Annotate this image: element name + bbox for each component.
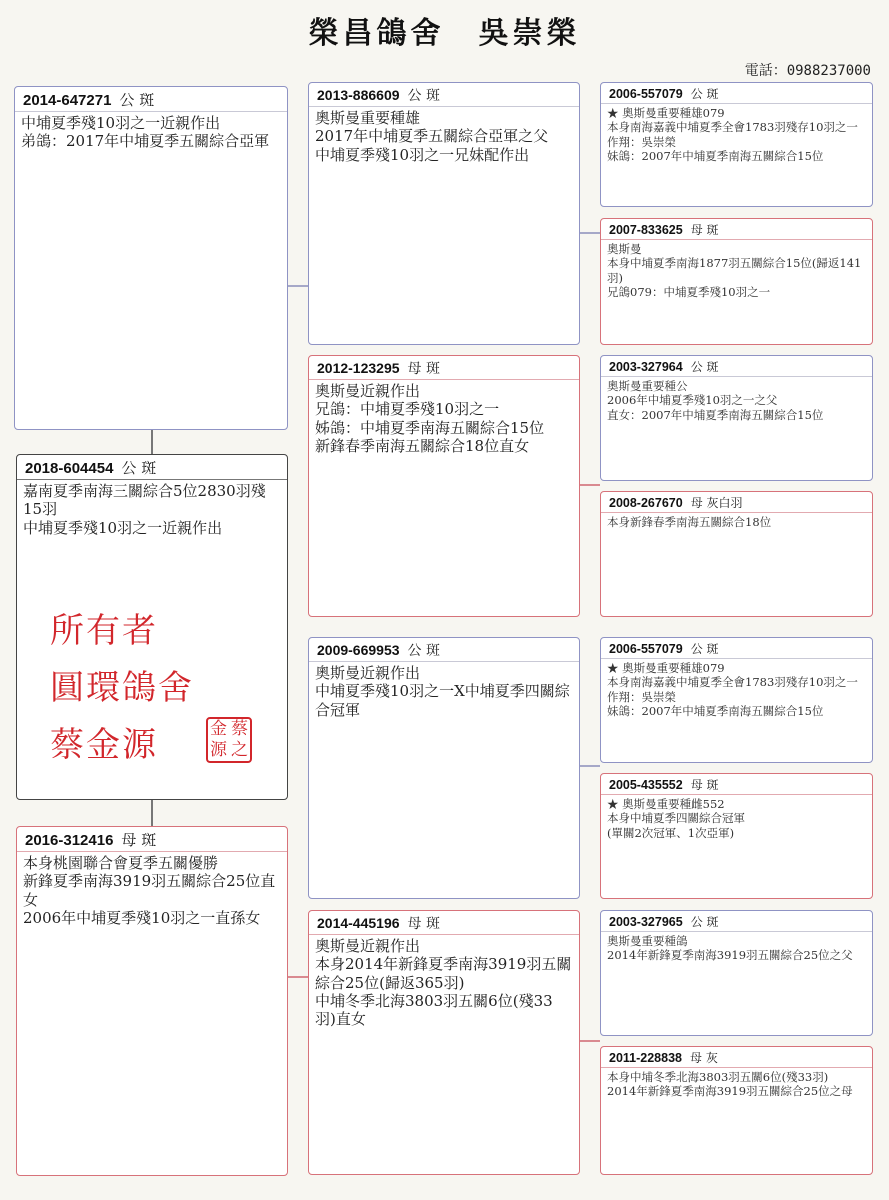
ring-number: 2016-312416 <box>25 832 114 849</box>
seal-char: 金 <box>210 719 227 739</box>
ring-number: 2007-833625 <box>609 223 683 237</box>
ring-number: 2009-669953 <box>317 642 400 658</box>
sex-color: 母 斑 <box>690 223 719 237</box>
sex-color: 母 灰白羽 <box>690 496 743 510</box>
card-notes: ★ 奧斯曼重要種雄079 本身南海嘉義中埔夏季全會1783羽殘存10羽之一 作翔：吳崇榮 妹鴿：2007年中埔夏季南海五關綜合15位 <box>607 661 858 719</box>
card-notes: 奧斯曼近親作出 兄鴿：中埔夏季殘10羽之一 姊鴿：中埔夏季南海五關綜合15位 新鋒春季南海五關綜合18位直女 <box>315 382 545 455</box>
pedigree-card-dam-sire <box>308 637 580 899</box>
card-notes: 奧斯曼重要種公 2006年中埔夏季殘10羽之一之父 直女：2007年中埔夏季南海五關綜合15位 <box>607 379 824 422</box>
card-notes: ★ 奧斯曼重要種雄079 本身南海嘉義中埔夏季全會1783羽殘存10羽之一 作翔：吳崇榮 妹鴿：2007年中埔夏季南海五關綜合15位 <box>607 106 858 164</box>
connector-ds-parents <box>580 765 600 767</box>
pedigree-card-sdd <box>600 491 873 617</box>
pedigree-card-sds <box>600 355 873 481</box>
card-notes: 嘉南夏季南海三關綜合5位2830羽殘15羽 中埔夏季殘10羽之一近親作出 <box>23 482 266 537</box>
pedigree-card-sire <box>14 86 288 430</box>
phone-number: 電話：0988237000 <box>744 63 871 79</box>
ring-number: 2018-604454 <box>25 460 114 477</box>
seal-char: 源 <box>210 740 227 760</box>
pedigree-card-ssd <box>600 218 873 345</box>
sex-color: 公 斑 <box>407 643 440 659</box>
pedigree-card-dss <box>600 637 873 763</box>
ring-number: 2014-445196 <box>317 915 400 931</box>
pedigree-card-sire-sire <box>308 82 580 345</box>
ring-number: 2003-327964 <box>609 360 683 374</box>
pedigree-card-dsd <box>600 773 873 899</box>
card-notes: ★ 奧斯曼重要種雌552 本身中埔夏季四關綜合冠軍 (單關2次冠軍、1次亞軍) <box>607 797 745 840</box>
pedigree-card-sss <box>600 82 873 207</box>
owner-name: 蔡金源 <box>50 725 158 765</box>
sex-color: 公 斑 <box>690 915 719 929</box>
pedigree-card-ddd <box>600 1046 873 1175</box>
sex-color: 公 斑 <box>690 87 719 101</box>
connector-sire-subject <box>151 430 153 454</box>
sex-color: 母 灰 <box>690 1051 718 1065</box>
connector-sire-parents <box>288 285 308 287</box>
page-title: 榮昌鴿舍 吳崇榮 <box>308 16 581 51</box>
sex-color: 母 斑 <box>407 916 440 932</box>
ring-number: 2003-327965 <box>609 915 683 929</box>
owner-label: 所有者 <box>50 611 158 651</box>
card-notes: 奧斯曼近親作出 本身2014年新鋒夏季南海3919羽五關綜合25位(歸返365羽) 中埔冬季北海3803羽五關6位(殘33羽)直女 <box>315 937 572 1029</box>
owner-seal <box>206 717 252 763</box>
card-notes: 奧斯曼重要種雄 2017年中埔夏季五關綜合亞軍之父 中埔夏季殘10羽之一兄妹配作出 <box>315 109 549 164</box>
connector-dam-parents <box>288 976 308 978</box>
ring-number: 2011-228838 <box>609 1051 682 1065</box>
owner-loft: 圓環鴿舍 <box>50 668 194 708</box>
sex-color: 公 斑 <box>407 88 440 104</box>
seal-char: 蔡 <box>231 719 248 739</box>
connector-ss-parents <box>580 232 600 234</box>
connector-dd-parents <box>580 1040 600 1042</box>
card-notes: 奧斯曼重要種鴿 2014年新鋒夏季南海3919羽五關綜合25位之父 <box>607 934 853 963</box>
card-notes: 中埔夏季殘10羽之一近親作出 弟鴿：2017年中埔夏季五關綜合亞軍 <box>21 114 270 151</box>
pedigree-card-sire-dam <box>308 355 580 617</box>
ring-number: 2005-435552 <box>609 778 683 792</box>
pedigree-card-dds <box>600 910 873 1036</box>
ring-number: 2012-123295 <box>317 360 400 376</box>
ring-number: 2014-647271 <box>23 92 112 109</box>
pedigree-card-dam-dam <box>308 910 580 1175</box>
sex-color: 母 斑 <box>121 831 157 849</box>
sex-color: 公 斑 <box>121 459 157 477</box>
sex-color: 公 斑 <box>690 642 719 656</box>
pedigree-card-dam <box>16 826 288 1176</box>
sex-color: 公 斑 <box>690 360 719 374</box>
ring-number: 2006-557079 <box>609 642 683 656</box>
sex-color: 公 斑 <box>119 91 155 109</box>
ring-number: 2013-886609 <box>317 87 400 103</box>
card-notes: 奧斯曼 本身中埔夏季南海1877羽五關綜合15位(歸返141羽) 兄鴿079：中埔夏季殘10羽之一 <box>607 242 862 300</box>
card-notes: 本身桃園聯合會夏季五關優勝 新鋒夏季南海3919羽五關綜合25位直女 2006年中埔夏季殘10羽之一直孫女 <box>23 854 276 927</box>
card-notes: 本身中埔冬季北海3803羽五關6位(殘33羽) 2014年新鋒夏季南海3919羽五關綜合25位之母 <box>607 1070 853 1099</box>
card-notes: 本身新鋒春季南海五關綜合18位 <box>607 515 772 529</box>
connector-subject-dam <box>151 800 153 826</box>
card-notes: 奧斯曼近親作出 中埔夏季殘10羽之一X中埔夏季四關綜合冠軍 <box>315 664 570 719</box>
sex-color: 母 斑 <box>407 361 440 377</box>
sex-color: 母 斑 <box>690 778 719 792</box>
seal-char: 之 <box>231 740 248 760</box>
connector-sd-parents <box>580 484 600 486</box>
ring-number: 2006-557079 <box>609 87 683 101</box>
ring-number: 2008-267670 <box>609 496 683 510</box>
